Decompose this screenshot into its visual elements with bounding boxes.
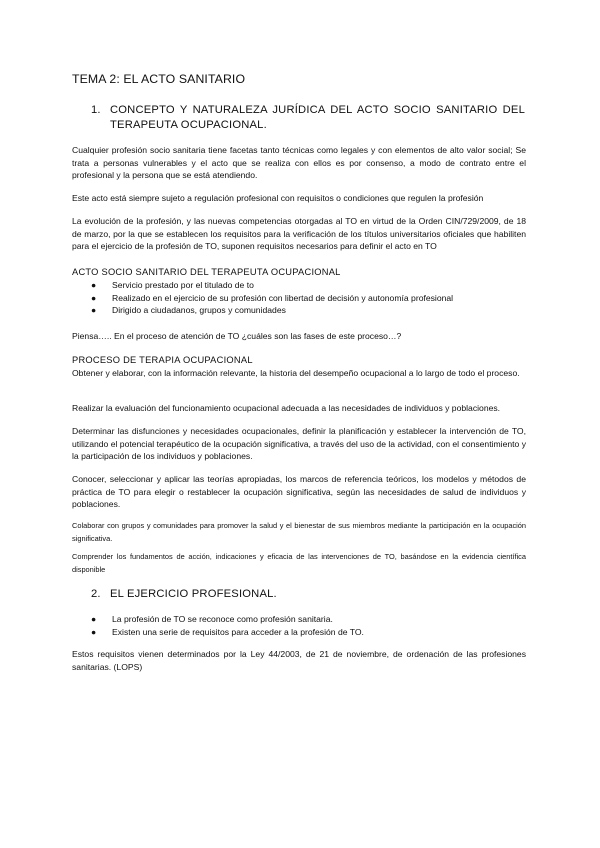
section-1-heading (91, 103, 526, 135)
bullet-icon: ● (91, 280, 97, 290)
proceso-paragraph-3: Determinar las disfunciones y necesidades ocupacionales, definir la planificación y establecer la intervención de TO, utilizando el potencial terapéutico de la ocupación significativa, a través del uso de la actividad, con el consentimiento y la participación de los individuos y poblaciones. (72, 426, 526, 462)
acto-socio-list (91, 279, 453, 317)
paragraph-piensa: Piensa….. En el proceso de atención de TO ¿cuáles son las fases de este proceso…? (72, 331, 402, 341)
paragraph-regulation: Este acto está siempre sujeto a regulación profesional con requisitos o condiciones que regulen la profesión (72, 193, 484, 203)
proceso-paragraph-6: Comprender los fundamentos de acción, indicaciones y eficacia de las intervenciones de TO, basándose en la evidencia científica disponible (72, 552, 526, 574)
list-item: ● Dirigido a ciudadanos, grupos y comunidades (91, 305, 286, 316)
bullet-icon: ● (91, 626, 97, 637)
section-1-number: 1. (91, 104, 101, 116)
section-1-title: CONCEPTO Y NATURALEZA JURÍDICA DEL ACTO SOCIO SANITARIO DEL TERAPEUTA OCUPACIONAL. (110, 104, 525, 131)
section-2-number: 2. (91, 588, 101, 600)
list-item: ● La profesión de TO se reconoce como profesión sanitaria. (91, 614, 333, 624)
section-2-paragraph: Estos requisitos vienen determinados por la Ley 44/2003, de 21 de noviembre, de ordenación de las profesiones sanitarias. (LOPS) (72, 649, 526, 672)
proceso-paragraph-4: Conocer, seleccionar y aplicar las teorías apropiadas, los marcos de referencia teóricos, los modelos y métodos de práctica de TO para elegir o restablecer la ocupación significativa, según las necesidades de salud de individuos y poblaciones. (72, 474, 526, 510)
paragraph-evolution: La evolución de la profesión, y las nuevas competencias otorgadas al TO en virtud de la Orden CIN/729/2009, de 18 de marzo, por la que se establecen los requisitos para la verificación de los títulos universitarios oficiales que habiliten para el ejercicio de la profesión de TO, suponen requisitos necesarios para definir el acto en TO (72, 216, 526, 252)
proceso-paragraph-2: Realizar la evaluación del funcionamiento ocupacional adecuada a las necesidades de individuos y poblaciones. (72, 403, 501, 413)
proceso-heading: PROCESO DE TERAPIA OCUPACIONAL (72, 355, 253, 365)
proceso-paragraph-5: Colaborar con grupos y comunidades para promover la salud y el bienestar de sus miembros mediante la participación en la ocupación significativa. (72, 521, 526, 543)
list-item: ● Realizado en el ejercicio de su profesión con libertad de decisión y autonomía profesional (91, 292, 454, 303)
section-2-heading (91, 587, 526, 603)
section-2-title: EL EJERCICIO PROFESIONAL. (110, 588, 277, 600)
bullet-icon: ● (91, 614, 97, 624)
list-item: ● Existen una serie de requisitos para acceder a la profesión de TO. (91, 626, 364, 637)
proceso-paragraph-1: Obtener y elaborar, con la información relevante, la historia del desempeño ocupacional a lo largo de todo el proceso. (72, 368, 520, 378)
section-2-list (91, 613, 364, 638)
bullet-icon: ● (91, 305, 97, 316)
list-item: ● Servicio prestado por el titulado de to (91, 280, 254, 290)
page-title: TEMA 2: EL ACTO SANITARIO (72, 72, 246, 86)
paragraph-intro: Cualquier profesión socio sanitaria tiene facetas tanto técnicas como legales y con elementos de alto valor social; Se trata a personas vulnerables y el acto que se realiza con ellos es por consenso, a modo de contrato entre el profesional y la persona que se está atendiendo. (72, 145, 526, 181)
acto-socio-heading: ACTO SOCIO SANITARIO DEL TERAPEUTA OCUPACIONAL (72, 267, 341, 277)
bullet-icon: ● (91, 292, 97, 303)
